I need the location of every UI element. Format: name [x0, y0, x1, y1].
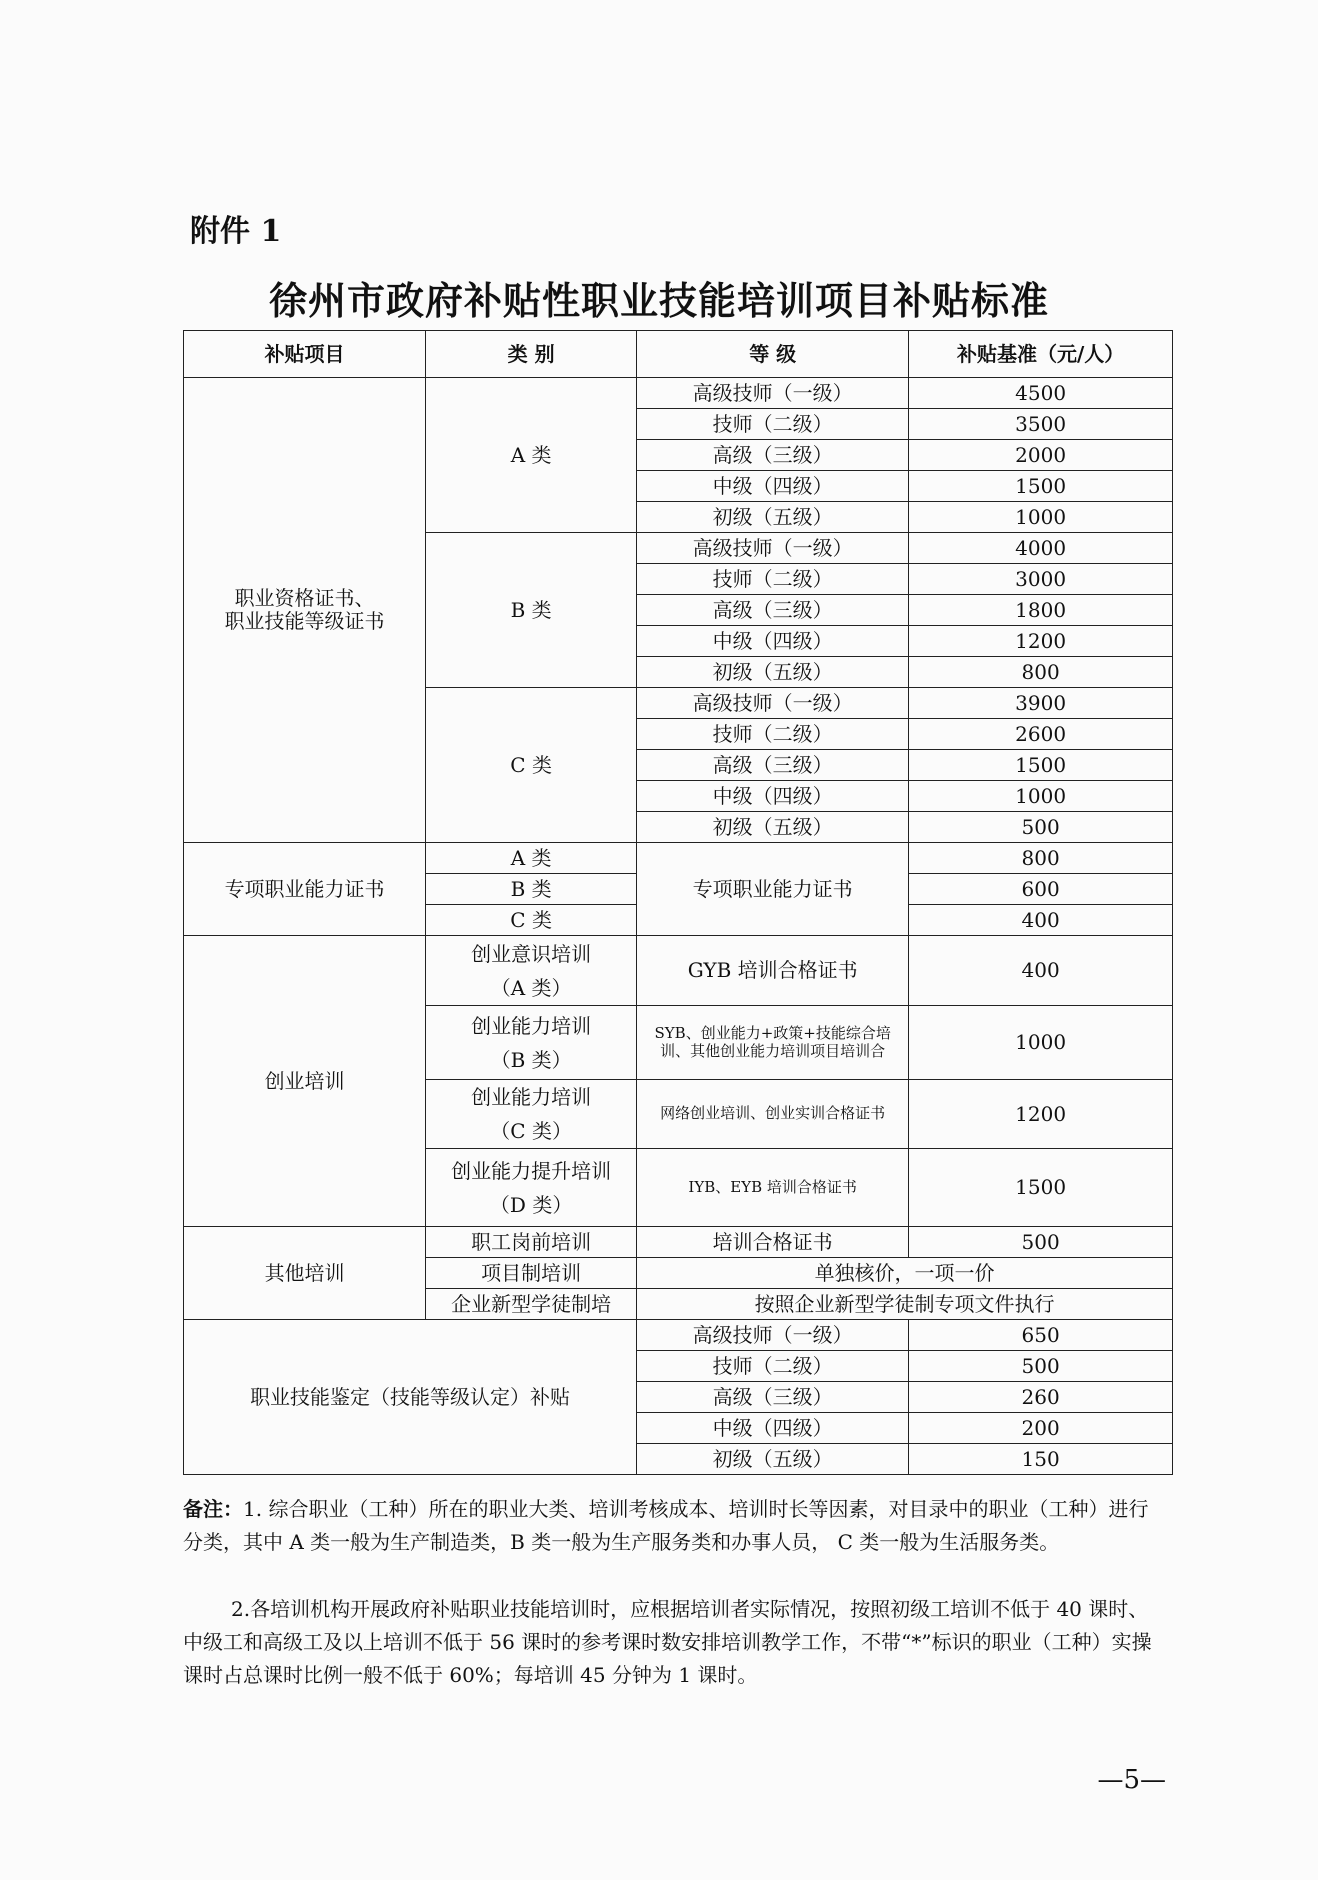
merged-cell: 单独核价，一项一价: [637, 1258, 1173, 1289]
note-1: [183, 1493, 1163, 1559]
amount-cell: 1000: [909, 502, 1173, 533]
amount-cell: 3500: [909, 409, 1173, 440]
level-cell: 初级（五级）: [637, 812, 909, 843]
level-cell: 技师（二级）: [637, 719, 909, 750]
amount-cell: 1500: [909, 471, 1173, 502]
table-row: [184, 378, 1173, 409]
table-row: [184, 1320, 1173, 1351]
level-cell: IYB、EYB 培训合格证书: [637, 1149, 909, 1227]
page-title: 徐州市政府补贴性职业技能培训项目补贴标准: [268, 278, 1049, 323]
category-line1: 创业能力培训: [471, 1013, 592, 1038]
table-row: [184, 843, 1173, 874]
amount-cell: 1200: [909, 626, 1173, 657]
level-cell: 高级技师（一级）: [637, 1320, 909, 1351]
category-cell: A 类: [426, 378, 637, 533]
level-cell: 高级技师（一级）: [637, 688, 909, 719]
level-cell: 高级（三级）: [637, 750, 909, 781]
level-cell: 培训合格证书: [637, 1227, 909, 1258]
category-cell: [426, 1080, 637, 1149]
category-cell: [426, 936, 637, 1006]
category-line1: 创业意识培训: [471, 941, 592, 966]
category-cell: B 类: [426, 874, 637, 905]
amount-cell: 150: [909, 1444, 1173, 1475]
amount-cell: 1200: [909, 1080, 1173, 1149]
level-cell: [637, 1006, 909, 1080]
table-row: [184, 936, 1173, 1006]
amount-cell: 1000: [909, 781, 1173, 812]
amount-cell: 3900: [909, 688, 1173, 719]
category-cell: B 类: [426, 533, 637, 688]
level-cell: 高级技师（一级）: [637, 378, 909, 409]
amount-cell: 500: [909, 812, 1173, 843]
amount-cell: 400: [909, 936, 1173, 1006]
attachment-label: 附件 1: [190, 214, 282, 249]
amount-cell: 800: [909, 657, 1173, 688]
amount-cell: 1500: [909, 1149, 1173, 1227]
table-header-row: [184, 331, 1173, 378]
level-cell: 技师（二级）: [637, 409, 909, 440]
header-subsidy-item: 补贴项目: [184, 331, 426, 378]
special-level: 专项职业能力证书: [637, 843, 909, 936]
cert-label-line1: 职业资格证书、: [234, 586, 375, 610]
header-amount: 补贴基准（元/人）: [909, 331, 1173, 378]
note-2: 2.各培训机构开展政府补贴职业技能培训时，应根据培训者实际情况，按照初级工培训不低于 40 课时、中级工和高级工及以上培训不低于 56 课时的参考课时数安排培训教学工作，不带“*”标识的职业（工种）实操课时占总课时比例一般不低于 60%；每培训 45 分钟为 1 课时。: [183, 1597, 1152, 1687]
level-cell: 高级（三级）: [637, 1382, 909, 1413]
level-cell: 中级（四级）: [637, 626, 909, 657]
other-label: 其他培训: [184, 1227, 426, 1320]
level-line1: SYB、创业能力+政策+技能综合培: [654, 1024, 891, 1043]
amount-cell: 600: [909, 874, 1173, 905]
table-row: [184, 1227, 1173, 1258]
level-cell: GYB 培训合格证书: [637, 936, 909, 1006]
level-cell: 初级（五级）: [637, 502, 909, 533]
note-1-text: 1. 综合职业（工种）所在的职业大类、培训考核成本、培训时长等因素，对目录中的职业（工种）进行分类，其中 A 类一般为生产制造类，B 类一般为生产服务类和办事人员， C 类一般为生活服务类。: [183, 1497, 1149, 1554]
cert-label: [184, 378, 426, 843]
category-line1: 创业能力培训: [471, 1085, 592, 1109]
category-cell: 职工岗前培训: [426, 1227, 637, 1258]
amount-cell: 500: [909, 1227, 1173, 1258]
table-body: [184, 378, 1173, 1475]
level-cell: 高级技师（一级）: [637, 533, 909, 564]
merged-cell: 按照企业新型学徒制专项文件执行: [637, 1289, 1173, 1320]
amount-cell: 4000: [909, 533, 1173, 564]
header-category: 类 别: [426, 331, 637, 378]
category-line2: （B 类）: [490, 1047, 572, 1072]
cert-label-line2: 职业技能等级证书: [224, 609, 385, 633]
level-cell: 中级（四级）: [637, 781, 909, 812]
level-cell: 中级（四级）: [637, 471, 909, 502]
category-line2: （C 类）: [490, 1119, 572, 1143]
category-cell: C 类: [426, 905, 637, 936]
amount-cell: 500: [909, 1351, 1173, 1382]
amount-cell: 260: [909, 1382, 1173, 1413]
category-cell: 企业新型学徒制培: [426, 1289, 637, 1320]
amount-cell: 1800: [909, 595, 1173, 626]
amount-cell: 800: [909, 843, 1173, 874]
level-cell: 高级（三级）: [637, 440, 909, 471]
level-cell: 中级（四级）: [637, 1413, 909, 1444]
category-line2: （A 类）: [490, 975, 572, 1000]
category-cell: C 类: [426, 688, 637, 843]
category-line2: （D 类）: [489, 1192, 573, 1217]
startup-label: 创业培训: [184, 936, 426, 1227]
level-cell: 初级（五级）: [637, 1444, 909, 1475]
category-cell: A 类: [426, 843, 637, 874]
category-cell: [426, 1149, 637, 1227]
level-cell: 技师（二级）: [637, 564, 909, 595]
amount-cell: 1000: [909, 1006, 1173, 1080]
page-number: —5—: [1097, 1765, 1166, 1795]
special-label: 专项职业能力证书: [184, 843, 426, 936]
appraisal-label: 职业技能鉴定（技能等级认定）补贴: [184, 1320, 637, 1475]
amount-cell: 200: [909, 1413, 1173, 1444]
note-label: 备注：: [183, 1497, 243, 1521]
level-cell: 初级（五级）: [637, 657, 909, 688]
level-line2: 训、其他创业能力培训项目培训合: [660, 1041, 886, 1060]
amount-cell: 400: [909, 905, 1173, 936]
category-cell: 项目制培训: [426, 1258, 637, 1289]
subsidy-table: [183, 330, 1173, 1475]
amount-cell: 650: [909, 1320, 1173, 1351]
category-cell: [426, 1006, 637, 1080]
level-cell: 高级（三级）: [637, 595, 909, 626]
header-level: 等 级: [637, 331, 909, 378]
amount-cell: 2600: [909, 719, 1173, 750]
amount-cell: 2000: [909, 440, 1173, 471]
amount-cell: 3000: [909, 564, 1173, 595]
category-line1: 创业能力提升培训: [451, 1158, 612, 1183]
amount-cell: 4500: [909, 378, 1173, 409]
amount-cell: 1500: [909, 750, 1173, 781]
level-cell: 技师（二级）: [637, 1351, 909, 1382]
level-cell: 网络创业培训、创业实训合格证书: [637, 1080, 909, 1149]
